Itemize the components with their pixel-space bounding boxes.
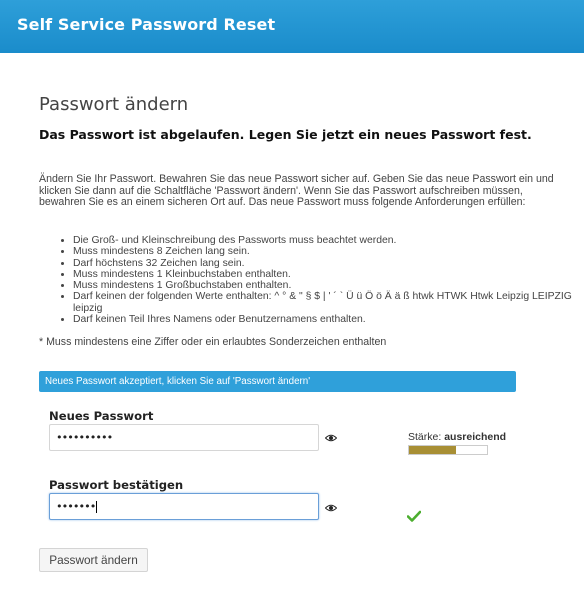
footnote: * Muss mindestens eine Ziffer oder ein erlaubtes Sonderzeichen enthalten — [39, 336, 387, 348]
strength-indicator — [408, 431, 506, 443]
app-header — [0, 0, 584, 53]
expired-message: Das Passwort ist abgelaufen. Legen Sie jetzt ein neues Passwort fest. — [39, 127, 532, 142]
eye-icon[interactable] — [325, 504, 337, 512]
requirement-item: • Darf keinen Teil Ihres Namens oder Benutzernamens enthalten. — [73, 314, 573, 325]
eye-icon[interactable] — [325, 434, 337, 442]
page-title: Passwort ändern — [39, 94, 189, 115]
strength-value: ausreichend — [444, 431, 507, 443]
new-password-label: Neues Passwort — [49, 409, 154, 423]
checkmark-icon — [407, 510, 421, 522]
requirement-item: • Muss mindestens 1 Kleinbuchstaben enthalten. — [73, 269, 573, 280]
requirements-list — [57, 235, 573, 325]
strength-bar — [408, 445, 488, 455]
requirement-item: • Die Groß- und Kleinschreibung des Passworts muss beachtet werden. — [73, 235, 573, 246]
text-caret — [96, 501, 97, 513]
new-password-field[interactable] — [49, 424, 319, 451]
requirement-item: • Darf höchstens 32 Zeichen lang sein. — [73, 258, 573, 269]
strength-bar-fill — [409, 446, 456, 454]
new-password-value: •••••••••• — [56, 431, 113, 444]
confirm-password-value: ••••••• — [56, 500, 96, 513]
confirm-password-field[interactable] — [49, 493, 319, 520]
requirement-item: • Muss mindestens 8 Zeichen lang sein. — [73, 246, 573, 257]
confirm-password-label: Passwort bestätigen — [49, 478, 184, 492]
main-content — [0, 53, 584, 600]
requirement-item: • Muss mindestens 1 Großbuchstaben enthalten. — [73, 280, 573, 291]
app-title: Self Service Password Reset — [17, 15, 276, 34]
requirement-item: • Darf keinen der folgenden Werte enthalten: ^ ° & " § $ | ' ´ ` Ü ü Ö ö Ä ä ß htwk HTWK Htwk Leipzig LEIPZIG leipzig — [73, 291, 573, 314]
change-password-button[interactable]: Passwort ändern — [39, 548, 148, 572]
status-alert: Neues Passwort akzeptiert, klicken Sie auf 'Passwort ändern' — [39, 371, 516, 392]
strength-label: Stärke: — [408, 431, 442, 443]
intro-text: Ändern Sie Ihr Passwort. Bewahren Sie das neue Passwort sicher auf. Geben Sie das neue Passwort ein und klicken Sie dann auf die Schaltfläche 'Passwort ändern'. Wenn Sie das Passwort aufschreiben müssen, bewahren Sie es an einem sicheren Ort auf. Das neue Passwort muss folgende Anforderungen erfüllen: — [39, 173, 554, 209]
